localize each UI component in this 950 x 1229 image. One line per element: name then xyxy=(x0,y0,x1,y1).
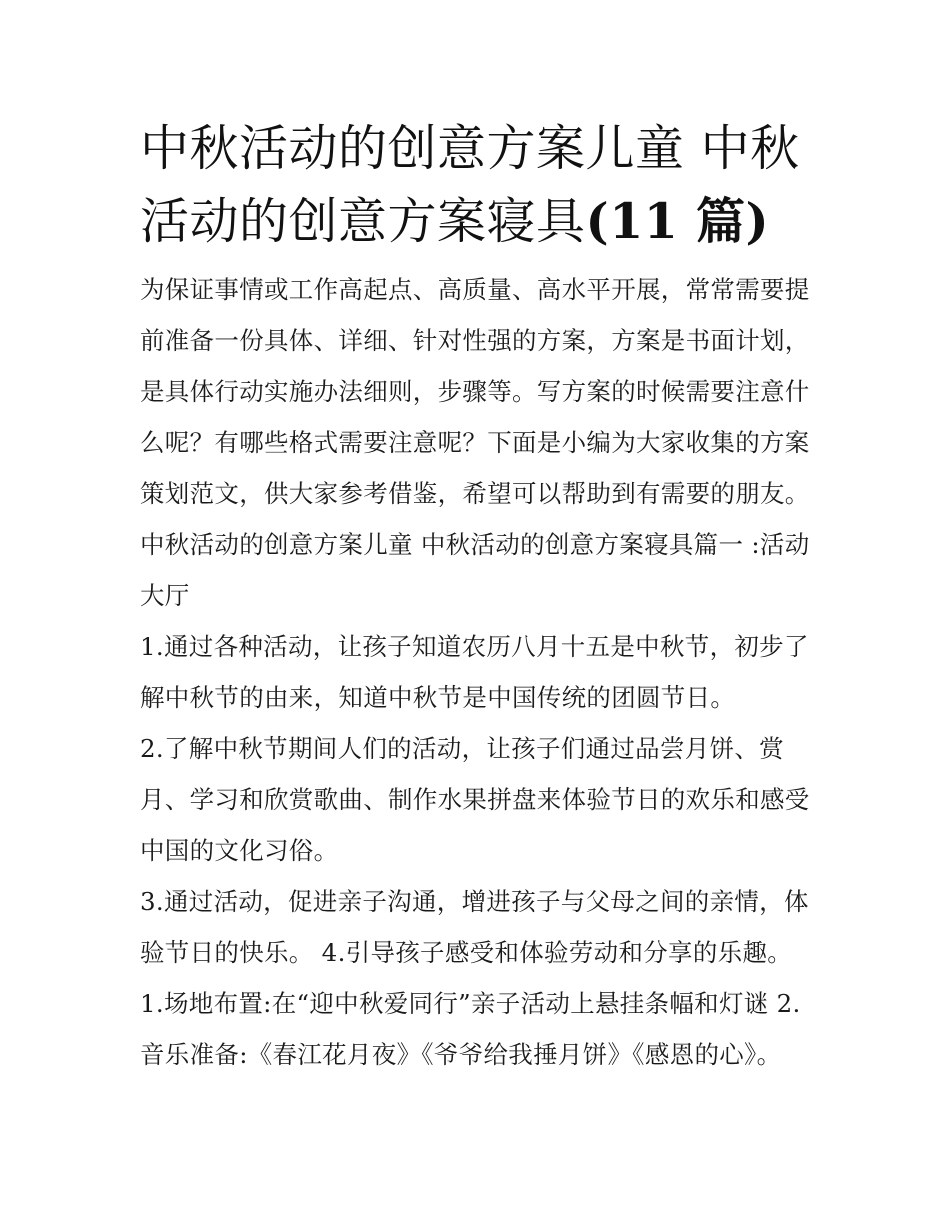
paragraph-item-2: 2.了解中秋节期间人们的活动，让孩子们通过品尝月饼、赏月、学习和欣赏歌曲、制作水果拼盘来体验节日的欢乐和感受中国的文化习俗。 xyxy=(140,734,810,865)
paragraph-item-1: 1.通过各种活动，让孩子知道农历八月十五是中秋节，初步了解中秋节的由来，知道中秋节是中国传统的团圆节日。 xyxy=(140,632,809,712)
paragraph-preparation: 1.场地布置:在“迎中秋爱同行”亲子活动上悬挂条幅和灯谜 2.音乐准备:《春江花月夜》《爷爷给我捶月饼》《感恩的心》。 xyxy=(140,989,801,1069)
paragraph-intro: 为保证事情或工作高起点、高质量、高水平开展，常常需要提前准备一份具体、详细、针对性强的方案，方案是书面计划，是具体行动实施办法细则，步骤等。写方案的时候需要注意什么呢？有哪些格式需要注意呢？下面是小编为大家收集的方案策划范文，供大家参考借鉴，希望可以帮助到有需要的朋友。 xyxy=(140,275,810,508)
document-body xyxy=(140,264,820,1080)
document-title-count: (11 篇) xyxy=(585,192,770,250)
paragraph-item-3: 3.通过活动，促进亲子沟通，增进孩子与父母之间的亲情，体验节日的快乐。 4.引导孩子感受和体验劳动和分享的乐趣。 xyxy=(140,887,809,967)
paragraph-section-heading: 中秋活动的创意方案儿童 中秋活动的创意方案寝具篇一 :活动大厅 xyxy=(140,530,810,610)
document-title xyxy=(140,112,820,258)
document-content xyxy=(140,112,820,1080)
document-title-main: 中秋活动的创意方案儿童 中秋活动的创意方案寝具 xyxy=(140,120,800,250)
